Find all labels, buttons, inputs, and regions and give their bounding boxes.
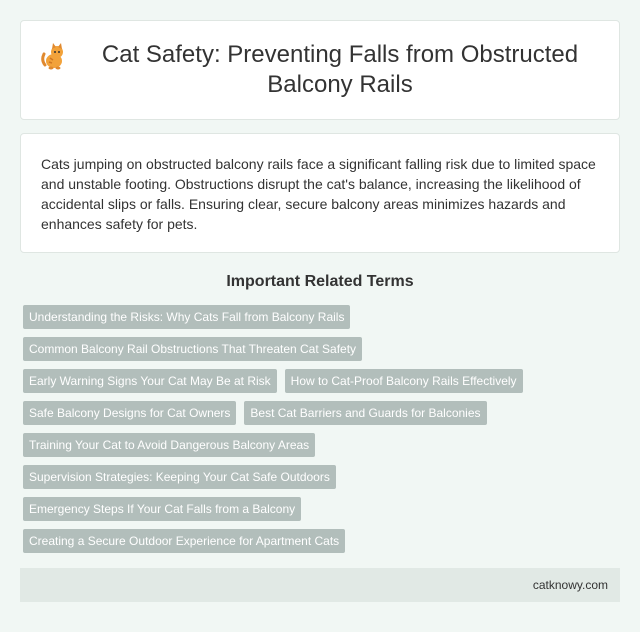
footer (20, 568, 620, 602)
term-row (23, 401, 619, 425)
term-tag[interactable]: Creating a Secure Outdoor Experience for Apartment Cats (23, 529, 345, 553)
term-tag[interactable]: Best Cat Barriers and Guards for Balconies (244, 401, 486, 425)
term-row (23, 305, 619, 329)
term-tag[interactable]: How to Cat-Proof Balcony Rails Effectively (285, 369, 523, 393)
term-row (23, 529, 619, 553)
related-terms-list (23, 305, 619, 553)
title-card (20, 20, 620, 120)
term-tag[interactable]: Training Your Cat to Avoid Dangerous Balcony Areas (23, 433, 315, 457)
term-row (23, 465, 619, 489)
related-terms-heading: Important Related Terms (226, 273, 414, 290)
term-tag[interactable]: Supervision Strategies: Keeping Your Cat Safe Outdoors (23, 465, 336, 489)
cat-icon (40, 42, 68, 70)
term-row (23, 337, 619, 361)
term-tag[interactable]: Safe Balcony Designs for Cat Owners (23, 401, 236, 425)
term-row (23, 369, 619, 393)
title-wrap (40, 40, 600, 100)
term-row (23, 497, 619, 521)
term-row (23, 433, 619, 457)
footer-site-link[interactable]: catknowy.com (532, 578, 608, 592)
term-tag[interactable]: Early Warning Signs Your Cat May Be at Risk (23, 369, 277, 393)
term-tag[interactable]: Emergency Steps If Your Cat Falls from a Balcony (23, 497, 301, 521)
page-title: Cat Safety: Preventing Falls from Obstructed Balcony Rails (101, 41, 579, 98)
term-tag[interactable]: Common Balcony Rail Obstructions That Threaten Cat Safety (23, 337, 362, 361)
term-tag[interactable]: Understanding the Risks: Why Cats Fall from Balcony Rails (23, 305, 350, 329)
description-card (20, 133, 620, 253)
description-text: Cats jumping on obstructed balcony rails face a significant falling risk due to limited space and unstable footing. Obstructions disrupt the cat's balance, increasing the likelihood of accidental slips or falls. Ensuring clear, secure balcony areas minimizes hazards and enhances safety for pets. (41, 156, 596, 232)
